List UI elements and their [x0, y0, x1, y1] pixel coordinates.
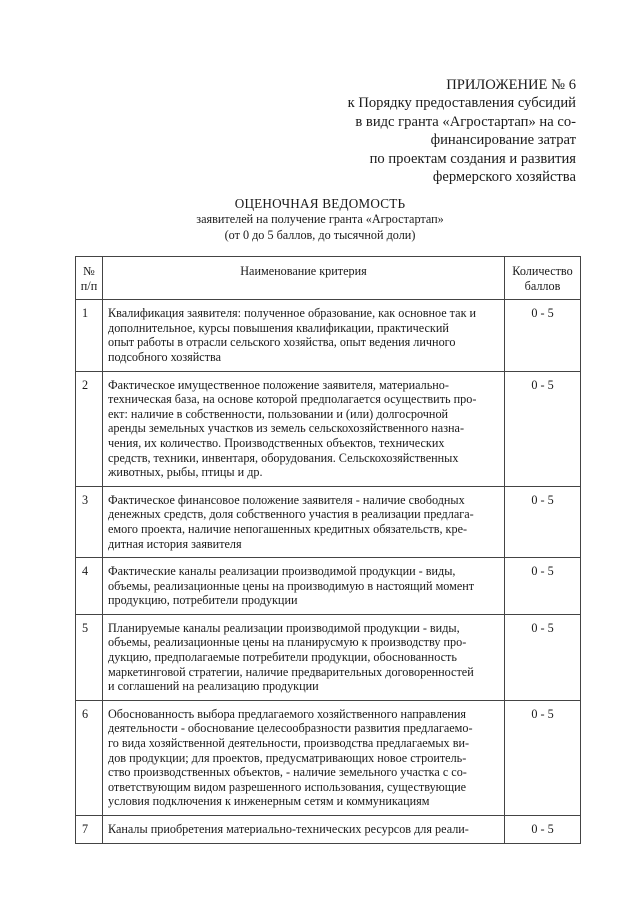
criterion-line: ство производственных объектов, - наличие земельного участка с со-	[108, 765, 467, 780]
table-row	[76, 558, 581, 615]
criterion-text	[103, 486, 505, 557]
criterion-line: объемы, реализационные цены на планирусмую к производству про-	[108, 635, 467, 650]
criterion-line: Фактическое финансовое положение заявителя - наличие свободных	[108, 492, 465, 507]
criterion-line: Планируемые каналы реализации производимой продукции - виды,	[108, 620, 460, 635]
criterion-line: Фактические каналы реализации производимой продукции - виды,	[108, 564, 456, 579]
num-header	[76, 257, 103, 300]
criterion-line: условия подключения к инженерным сетям и коммуникациям	[108, 794, 430, 809]
criterion-line: дов продукции; для проектов, предусматривающих новое строитель-	[108, 750, 467, 765]
criterion-line: чения, их количество. Производственных объектов, технических	[108, 435, 445, 450]
row-number: 1	[76, 300, 103, 371]
criterion-text	[103, 300, 505, 371]
score-range: 0 - 5	[505, 486, 581, 557]
criterion-line: Каналы приобретения материально-технических ресурсов для реали-	[108, 822, 469, 836]
appendix-line: по проектам создания и развития	[369, 150, 576, 167]
criterion-line: подсобного хозяйства	[108, 349, 222, 364]
appendix-line: фермерского хозяйства	[432, 169, 576, 186]
criterion-text	[103, 700, 505, 815]
row-number: 7	[76, 816, 103, 844]
appendix-header	[276, 76, 576, 186]
criterion-line: дитная история заявителя	[108, 536, 242, 551]
score-header-line: Количество	[512, 264, 573, 278]
num-header-line: №	[83, 264, 95, 278]
criterion-line: опыт работы в отрасли сельского хозяйства, опыт ведения личного	[108, 335, 456, 350]
criterion-line: техническая база, на основе которой предполагается осуществить про-	[108, 392, 477, 407]
num-header-line: п/п	[80, 278, 98, 293]
criterion-line: средств, техники, инвентаря, оборудования. Сельскохозяйственных	[108, 450, 459, 465]
appendix-line: ПРИЛОЖЕНИЕ № 6	[446, 77, 576, 93]
criterion-line: продукцию, потребители продукции	[108, 593, 298, 608]
criterion-line: денежных средств, доля собственного участия в реализации предлага-	[108, 507, 474, 522]
criterion-line: ект: наличие в собственности, пользовании и (или) долгосрочной	[108, 406, 449, 421]
criterion-line: ответствующим видом разрешенного использования, существующие	[108, 779, 467, 794]
score-header	[505, 257, 581, 300]
score-header-line: баллов	[524, 278, 561, 293]
row-number: 3	[76, 486, 103, 557]
criterion-line: Квалификация заявителя: полученное образование, как основное так и	[108, 306, 477, 321]
criterion-line: и соглашений на реализацию продукции	[108, 679, 319, 694]
criterion-line: Фактическое имущественное положение заявителя, материально-	[108, 377, 449, 392]
table-row	[76, 486, 581, 557]
score-range: 0 - 5	[505, 816, 581, 844]
table-row	[76, 700, 581, 815]
row-number: 2	[76, 371, 103, 486]
criterion-header: Наименование критерия	[103, 257, 505, 300]
criterion-line: аренды земельных участков из земель сельскохозяйственного назна-	[108, 421, 465, 436]
score-range: 0 - 5	[505, 558, 581, 615]
document-heading	[0, 196, 640, 243]
score-range: 0 - 5	[505, 371, 581, 486]
document-title: ОЦЕНОЧНАЯ ВЕДОМОСТЬ	[234, 196, 406, 211]
table-row	[76, 300, 581, 371]
row-number: 4	[76, 558, 103, 615]
score-range: 0 - 5	[505, 300, 581, 371]
criterion-line: дукцию, предполагаемые потребители продукции, обоснованность	[108, 650, 457, 665]
row-number: 6	[76, 700, 103, 815]
criterion-line: дополнительное, курсы повышения квалификации, практический	[108, 320, 449, 335]
table-row	[76, 371, 581, 486]
row-number: 5	[76, 614, 103, 700]
criterion-line: животных, рыбы, птицы и др.	[108, 465, 263, 480]
table-row	[76, 614, 581, 700]
criterion-line: объемы, реализационные цены на производимую в настоящий момент	[108, 578, 475, 593]
criterion-line: го вида хозяйственной деятельности, производства предлагаемых ви-	[108, 736, 470, 751]
appendix-line: в видс гранта «Агростартап» на со-	[355, 113, 576, 130]
criterion-text	[103, 558, 505, 615]
criterion-line: деятельности - обоснование целесообразности развития предлагаемо-	[108, 721, 473, 736]
criterion-text	[103, 371, 505, 486]
criterion-text	[103, 614, 505, 700]
table-row	[76, 816, 581, 844]
criterion-line: емого проекта, наличие непогашенных кредитных обязательств, кре-	[108, 521, 468, 536]
criterion-line: Обоснованность выбора предлагаемого хозяйственного направления	[108, 706, 467, 721]
criteria-table	[75, 256, 581, 844]
scale-note: (от 0 до 5 баллов, до тысячной доли)	[224, 227, 416, 242]
document-subtitle: заявителей на получение гранта «Агростартап»	[196, 212, 444, 226]
appendix-line: финансирование затрат	[430, 132, 576, 149]
appendix-line: к Порядку предоставления субсидий	[347, 95, 576, 112]
score-range: 0 - 5	[505, 614, 581, 700]
criterion-text	[103, 816, 505, 844]
table-header-row	[76, 257, 581, 300]
score-range: 0 - 5	[505, 700, 581, 815]
criterion-line: маркетинговой стратегии, наличие предварительных договоренностей	[108, 664, 474, 679]
